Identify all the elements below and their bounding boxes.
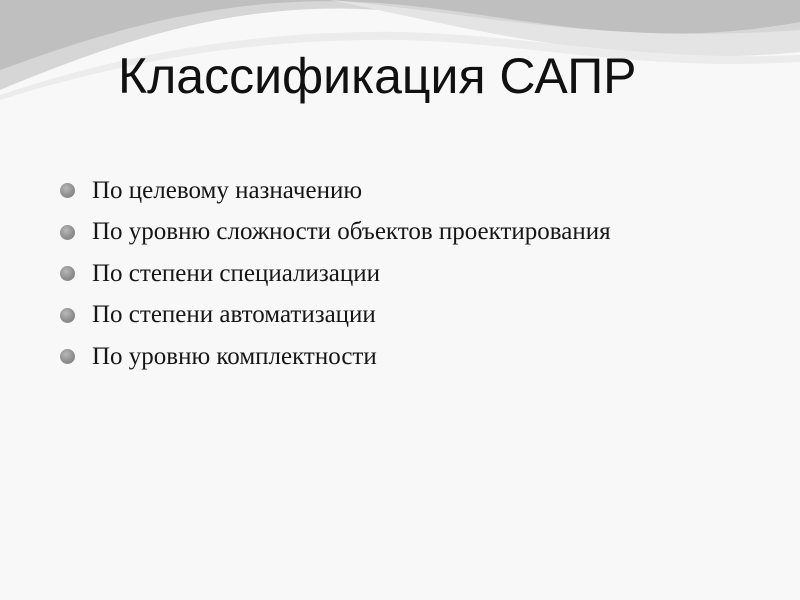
bullet-dot-icon: [60, 349, 75, 364]
bullet-dot-icon: [60, 225, 75, 240]
list-item: [60, 212, 611, 254]
bullet-text: По степени автоматизации: [92, 301, 376, 329]
bullet-dot-icon: [60, 308, 75, 323]
list-item: [60, 295, 611, 337]
bullet-text: По уровню сложности объектов проектирования: [92, 218, 611, 246]
bullet-dot-icon: [60, 266, 75, 281]
slide-title: Классификация САПР: [118, 48, 637, 104]
list-item: [60, 170, 611, 212]
bullet-text: По уровню комплектности: [92, 342, 377, 370]
bullet-dot-icon: [60, 183, 75, 198]
list-item: [60, 336, 611, 378]
bullet-list: [60, 170, 611, 378]
bullet-text: По степени специализации: [92, 259, 381, 287]
list-item: [60, 253, 611, 295]
bullet-text: По целевому назначению: [92, 176, 363, 204]
